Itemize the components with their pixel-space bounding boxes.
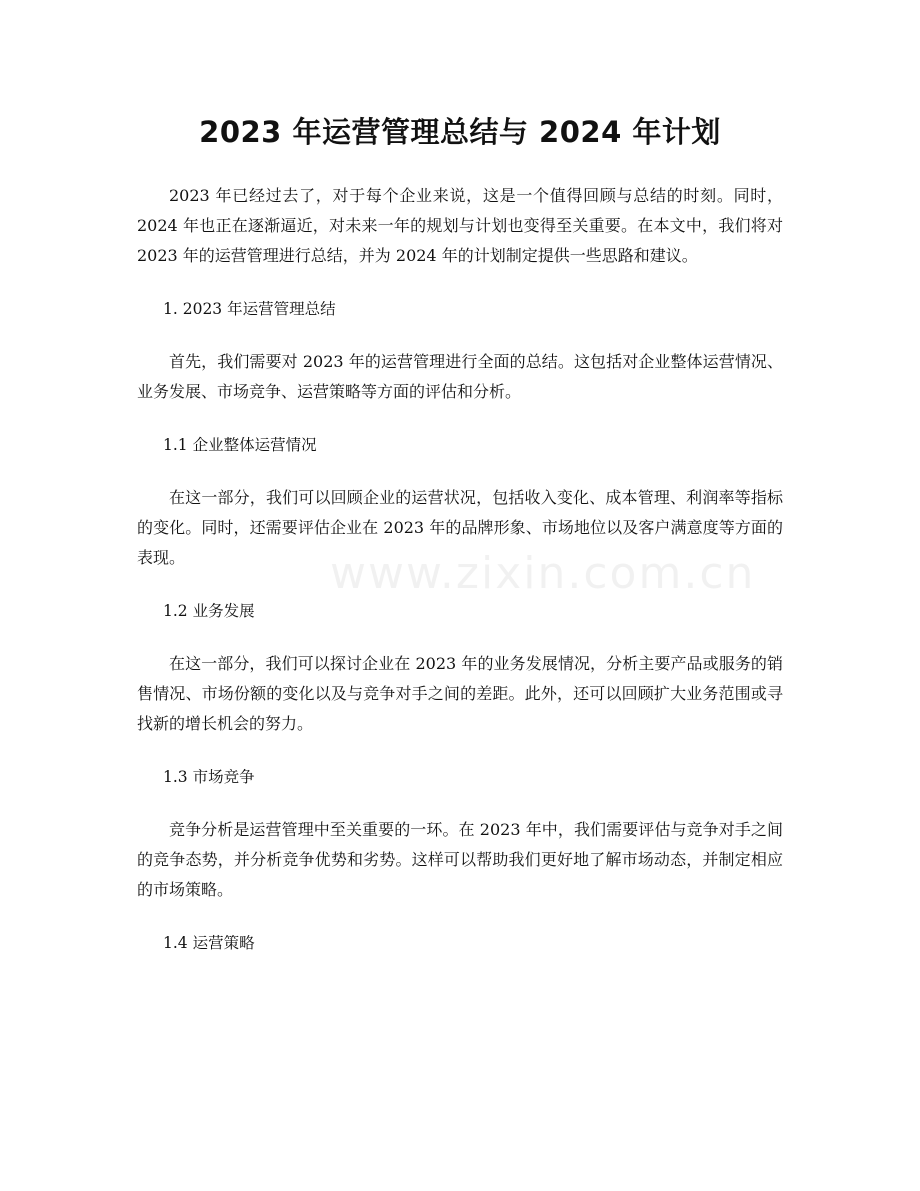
section-heading-1-2: 1.2 业务发展 [163,602,255,620]
intro-paragraph: 2023 年已经过去了，对于每个企业来说，这是一个值得回顾与总结的时刻。同时，2024 年也正在逐渐逼近，对未来一年的规划与计划也变得至关重要。在本文中，我们将对 2023 年的运营管理进行总结，并为 2024 年的计划制定提供一些思路和建议。 [137,186,783,265]
section-heading-1-4: 1.4 运营策略 [163,934,255,952]
section-1-1-paragraph: 在这一部分，我们可以回顾企业的运营状况，包括收入变化、成本管理、利润率等指标的变化。同时，还需要评估企业在 2023 年的品牌形象、市场地位以及客户满意度等方面的表现。 [137,488,783,567]
section-heading-1-1: 1.1 企业整体运营情况 [163,436,317,454]
section-1-paragraph: 首先，我们需要对 2023 年的运营管理进行全面的总结。这包括对企业整体运营情况、业务发展、市场竞争、运营策略等方面的评估和分析。 [137,352,783,401]
section-heading-1: 1. 2023 年运营管理总结 [163,300,336,318]
document-body [137,181,783,981]
section-1-2-paragraph: 在这一部分，我们可以探讨企业在 2023 年的业务发展情况，分析主要产品或服务的销售情况、市场份额的变化以及与竞争对手之间的差距。此外，还可以回顾扩大业务范围或寻找新的增长机会的努力。 [137,654,783,733]
document-title: 2023 年运营管理总结与 2024 年计划 [199,115,721,149]
watermark-text: www.zixin.com.cn [330,548,756,599]
section-1-3-paragraph: 竞争分析是运营管理中至关重要的一环。在 2023 年中，我们需要评估与竞争对手之间的竞争态势，并分析竞争优势和劣势。这样可以帮助我们更好地了解市场动态，并制定相应的市场策略。 [137,820,783,899]
section-heading-1-3: 1.3 市场竞争 [163,768,255,786]
